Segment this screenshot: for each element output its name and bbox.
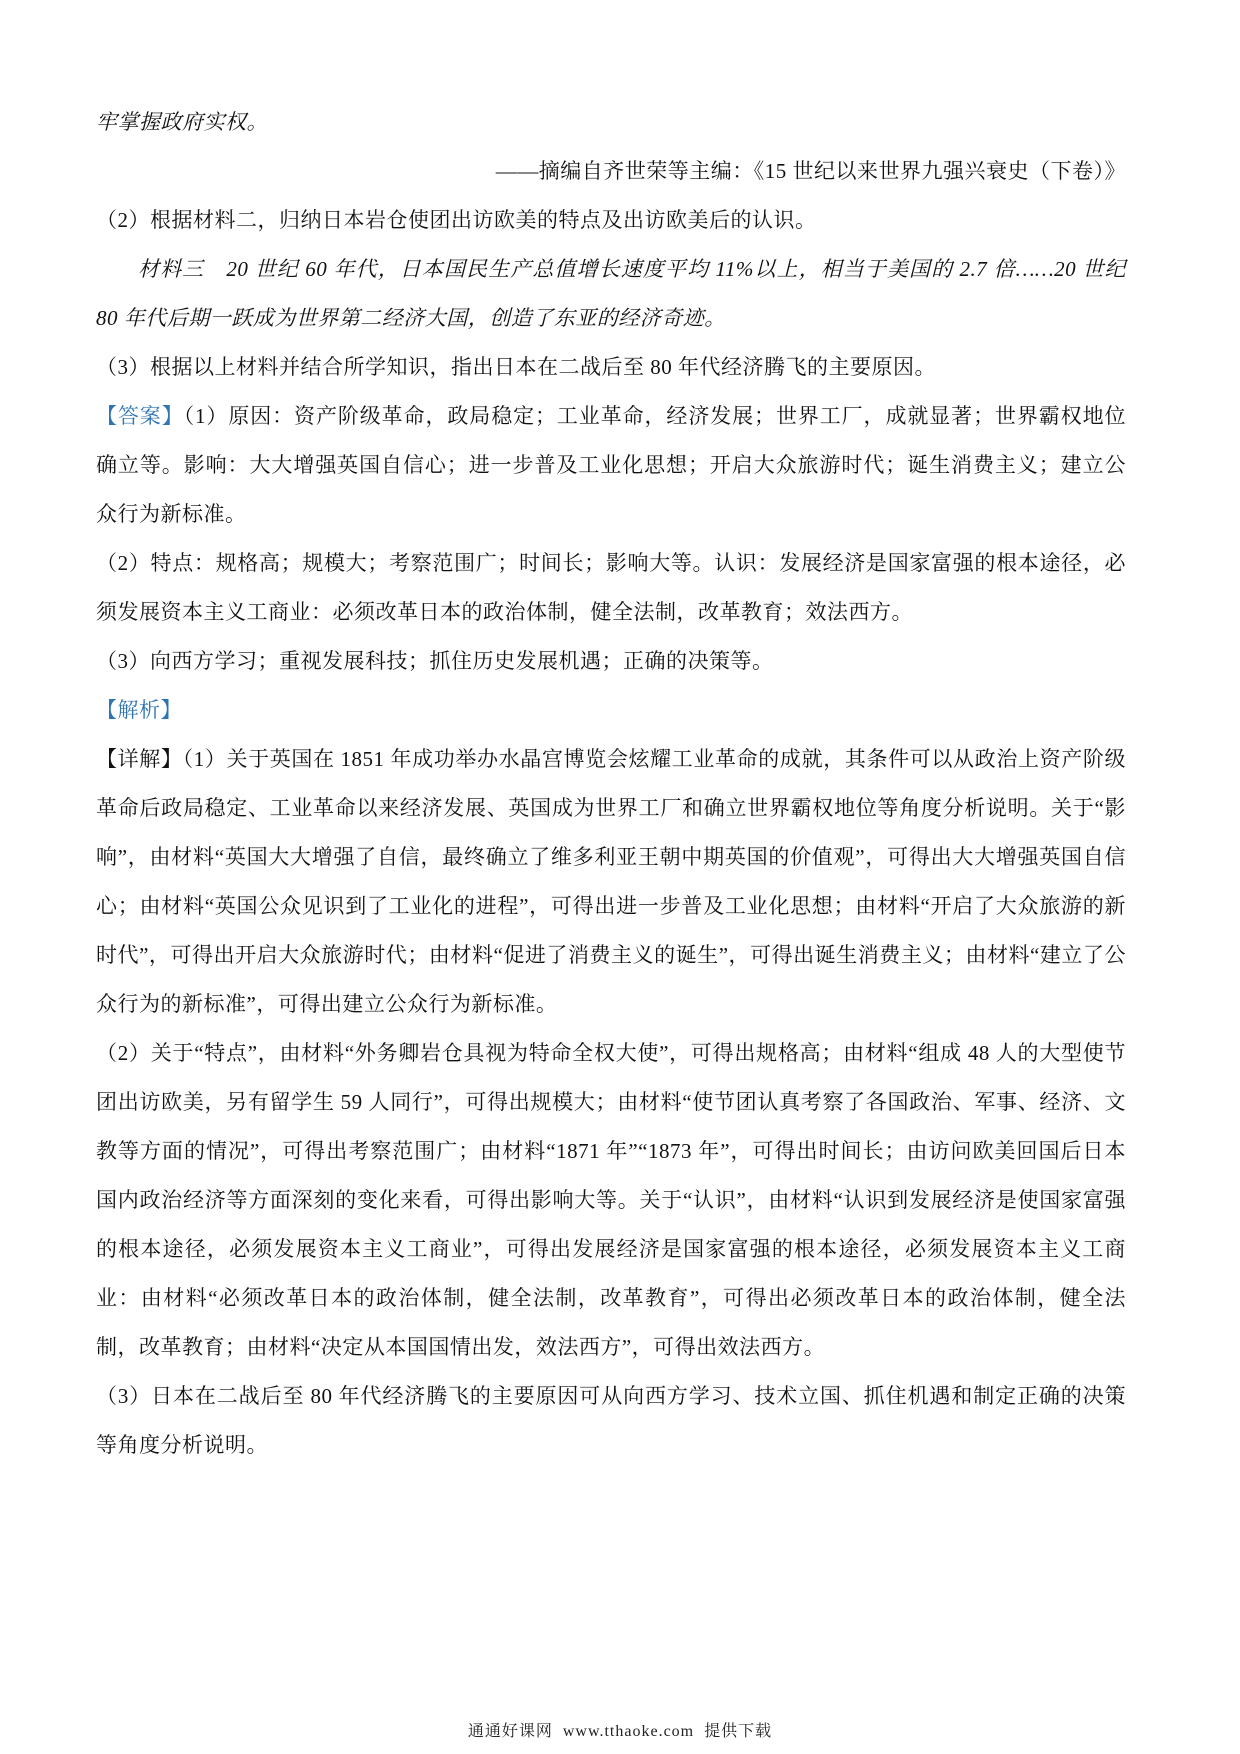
answer-part-1 — [96, 392, 1126, 539]
answer-part-1-text: （1）原因：资产阶级革命，政局稳定；工业革命，经济发展；世界工厂，成就显著；世界霸权地位确立等。影响：大大增强英国自信心；进一步普及工业化思想；开启大众旅游时代；诞生消费主义；建立公众行为新标准。 — [96, 404, 1127, 526]
detail-part-1 — [96, 735, 1126, 1029]
footer-site-name: 通通好课网 — [467, 1723, 553, 1740]
question-3: （3）根据以上材料并结合所学知识，指出日本在二战后至 80 年代经济腾飞的主要原因。 — [96, 355, 936, 379]
question-2: （2）根据材料二，归纳日本岩仓使团出访欧美的特点及出访欧美后的认识。 — [96, 208, 817, 232]
footer-url: www.tthaoke.com — [562, 1723, 695, 1740]
material-two-continuation: 牢掌握政府实权。 — [96, 110, 268, 134]
analysis-label: 【解析】 — [96, 698, 182, 722]
detail-part-3: （3）日本在二战后至 80 年代经济腾飞的主要原因可从向西方学习、技术立国、抓住机遇和制定正确的决策等角度分析说明。 — [96, 1384, 1126, 1457]
answer-label: 【答案】 — [96, 404, 184, 428]
detail-part-2: （2）关于“特点”，由材料“外务卿岩仓具视为特命全权大使”，可得出规格高；由材料“组成 48 人的大型使节团出访欧美，另有留学生 59 人同行”，可得出规模大；由材料“使节团认真考察了各国政治、军事、经济、文教等方面的情况”，可得出考察范围广；由材料“1871 年”“1873 年”，可得出时间长；由访问欧美回国后日本国内政治经济等方面深刻的变化来看，可得出影响大等。关于“认识”，由材料“认识到发展经济是使国家富强的根本途径，必须发展资本主义工商业”，可得出发展经济是国家富强的根本途径，必须发展资本主义工商业：由材料“必须改革日本的政治体制，健全法制，改革教育”，可得出必须改革日本的政治体制，健全法制，改革教育；由材料“决定从本国国情出发，效法西方”，可得出效法西方。 — [96, 1041, 1126, 1359]
material-three-paragraph: 材料三 20 世纪 60 年代，日本国民生产总值增长速度平均 11%以上，相当于美国的 2.7 倍……20 世纪 80 年代后期一跃成为世界第二经济大国，创造了东亚的经济奇迹。 — [96, 257, 1126, 330]
material-source-line: ——摘编自齐世荣等主编：《15 世纪以来世界九强兴衰史（下卷）》 — [495, 159, 1126, 183]
page-footer — [0, 1722, 1240, 1742]
document-content — [96, 98, 1126, 1470]
analysis-label-row — [96, 686, 1126, 735]
answer-part-2: （2）特点：规格高；规模大；考察范围广；时间长；影响大等。认识：发展经济是国家富强的根本途径，必须发展资本主义工商业：必须改革日本的政治体制，健全法制，改革教育；效法西方。 — [96, 551, 1126, 624]
answer-part-3: （3）向西方学习；重视发展科技；抓住历史发展机遇；正确的决策等。 — [96, 649, 774, 673]
detail-label: 【详解】 — [96, 747, 183, 771]
detail-part-1-text: （1）关于英国在 1851 年成功举办水晶宫博览会炫耀工业革命的成就，其条件可以从政治上资产阶级革命后政局稳定、工业革命以来经济发展、英国成为世界工厂和确立世界霸权地位等角度分析说明。关于“影响”，由材料“英国大大增强了自信，最终确立了维多利亚王朝中期英国的价值观”，可得出大大增强英国自信心；由材料“英国公众见识到了工业化的进程”，可得出进一步普及工业化思想；由材料“开启了大众旅游的新时代”，可得出开启大众旅游时代；由材料“促进了消费主义的诞生”，可得出诞生消费主义；由材料“建立了公众行为的新标准”，可得出建立公众行为新标准。 — [96, 747, 1127, 1016]
footer-suffix: 提供下载 — [704, 1723, 773, 1740]
